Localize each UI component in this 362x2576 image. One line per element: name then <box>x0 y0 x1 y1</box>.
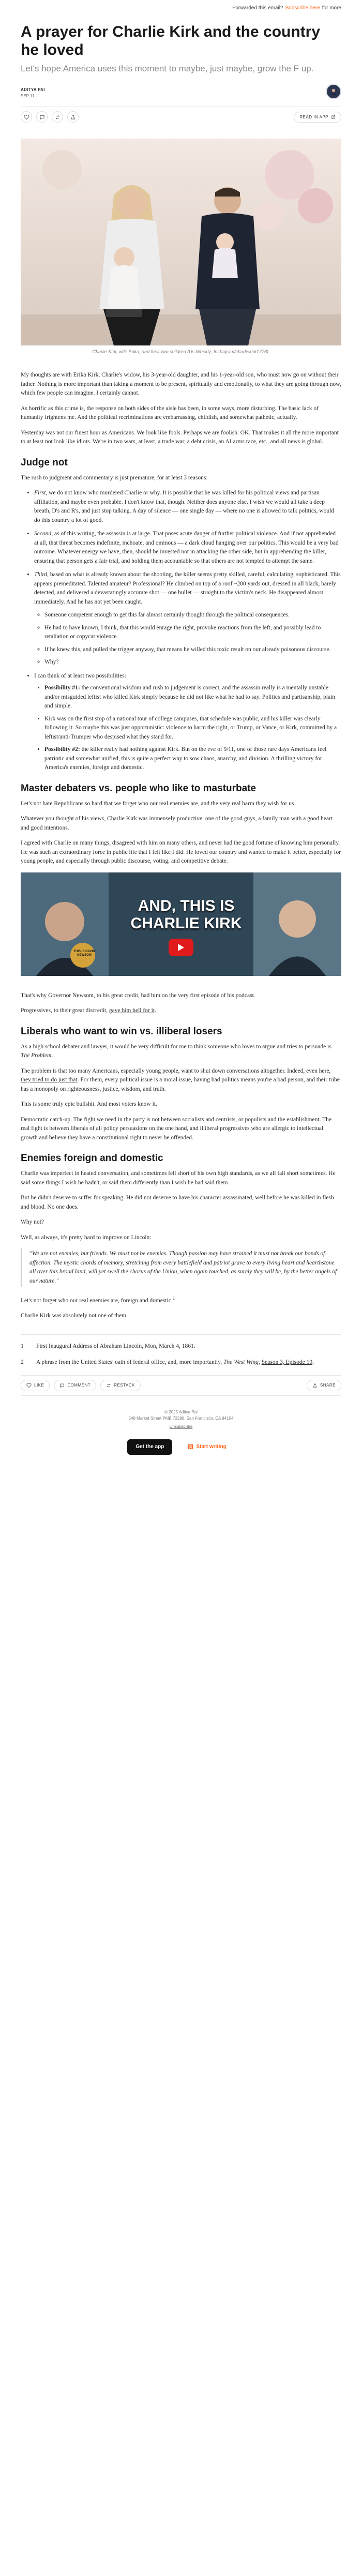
heart-icon <box>26 1383 32 1388</box>
intro-paragraph-2: As horrific as this crime is, the response on both sides of the aisle has been, in some ways, more disturbing. The basic lack of humanity frightens me. And the political recriminations are embarrassing, childish, and somewhat pathetic, actually. <box>21 405 319 420</box>
l1-pre: As a high school debater and lawyer, it would be very difficult for me to think someone who loves to argue and tries to persuade is <box>21 1043 331 1050</box>
list-item: ◦ He had to have known, I think, that this would enrage the right, provoke reactions from the left, and possibly lead to retaliation or copycat violence. <box>44 624 341 642</box>
possibilities-intro: I can think of at least two possibilities: <box>34 672 126 679</box>
enemies-paragraph-6: Charlie Kirk was absolutely not one of them. <box>21 1313 128 1319</box>
list-item <box>34 570 341 667</box>
start-writing-label: Start writing <box>196 1443 227 1450</box>
action-bar <box>21 107 341 127</box>
start-writing-button[interactable] <box>179 1439 234 1455</box>
fn2-em: The West Wing <box>223 1359 259 1365</box>
read-in-app-button[interactable] <box>294 112 341 123</box>
footnote-text: First Inaugural Address of Abraham Lincoln, Mon, March 4, 1861. <box>36 1343 195 1349</box>
they-tried-link[interactable]: they tried to do just that <box>21 1077 78 1083</box>
gave-him-hell-link[interactable]: gave him hell for it <box>109 1007 155 1014</box>
comment-label: COMMENT <box>67 1383 91 1388</box>
reasons-list <box>21 489 341 773</box>
family-photo-illustration <box>21 139 341 345</box>
author-meta <box>21 87 45 99</box>
e5-text: Let's not forget who our real enemies are, foreign and domestic. <box>21 1297 173 1304</box>
reason-text: , we do not know who murdered Charlie or why. It is possible that he was killed for his political views and partisan affiliation, and maybe even probable. I don't know that, though. Neither does anyone else. I wish we would all take a deep breath, D's and R's, and just stop talking. A day of silence — one single day — where no one is allowed to talk politics, would do this country a lot of good. <box>34 490 335 523</box>
judge-intro: The rush to judgment and commentary is just premature, for at least 3 reasons: <box>21 474 208 481</box>
possibility-label: Possibility #1: <box>44 685 80 691</box>
reason-label: Second <box>34 531 52 537</box>
liberals-paragraph-1 <box>21 1043 341 1061</box>
restack-pill-button[interactable] <box>100 1380 141 1391</box>
forward-suffix: for more <box>322 5 341 11</box>
get-app-button[interactable]: Get the app <box>127 1439 172 1455</box>
comment-icon <box>59 1383 65 1388</box>
l2-pre: The problem is that too many Americans, especially young people, want to shut down conversations altogether. Indeed, even here, <box>21 1067 331 1074</box>
post-title[interactable]: A prayer for Charlie Kirk and the country he loved <box>21 23 321 58</box>
footnote-text: A phrase from the United States' oath of federal office, and, more importantly, The West Wing, Season 3, Episode 19. <box>36 1359 314 1365</box>
debaters-paragraph-1: Let's not hate Republicans so hard that we forget who our real enemies are, and the very real harm they wish for us. <box>21 800 296 807</box>
section-heading-liberals: Liberals who want to win vs. illiberal losers <box>21 1026 222 1037</box>
author-row <box>21 84 341 99</box>
list-item: ▪ Kirk was on the first stop of a national tour of college campuses, that schedule was public, and his killer was clearly following it. So maybe this was just opportunistic: violence to harm the right, or Trump, or Vance, or Kirk, committed by a leftist/anti-Trumper who despised what they stand for. <box>44 715 341 742</box>
comment-pill-button[interactable] <box>54 1380 96 1391</box>
list-item: ◦ Someone competent enough to get this far almost certainly thought through the political consequences. <box>44 611 341 620</box>
author-name[interactable]: ADITYA PAI <box>21 87 45 92</box>
enemies-paragraph-4: Well, as always, it's pretty hard to improve on Lincoln: <box>21 1234 152 1241</box>
possibility-text: the killer really had nothing against Kirk. But on the eve of 9/11, one of those rare days Americans feel patriotic and somewhat unified, this is quite a perfect way to sow chaos, anarchy, and division. A thrilling victory for America's enemies, foreign and domestic. <box>44 746 327 771</box>
liberals-paragraph-4: Democratic catch-up. The fight we need in the party is not between socialists and centrists, or populists and the establishment. The real fight is between liberals of all policy persuasions on the one hand, and illiberal progressives who are allergic to intellectual growth and believe they have a constitutional right to never be offended. <box>21 1116 331 1141</box>
hero-image[interactable] <box>21 139 341 345</box>
footer-links <box>21 1424 341 1430</box>
post-date: SEP 11 <box>21 94 35 98</box>
bottom-actions <box>21 1380 141 1391</box>
section-heading-master-debaters: Master debaters vs. people who like to masturbate <box>21 782 257 794</box>
intro-paragraph-1: My thoughts are with Erika Kirk, Charlie's widow, his 3-year-old daughter, and his 1-year-old son, who must now go on without their father. Nothing is more important than taking a moment to be present, spiritually and emotionally, to what they are going through now, which few people can imagine. I certainly cannot. <box>21 372 341 396</box>
video-embed[interactable] <box>21 872 341 976</box>
forward-bar <box>0 0 362 16</box>
enemies-paragraph-1: Charlie was imperfect in heated conversation, and sometimes fell short of his own high standards, as we all fall short sometimes. He said some things I wish he hadn't, or said them differently than I wish he had said them. <box>21 1170 336 1186</box>
play-button[interactable] <box>169 939 193 956</box>
restack-icon <box>106 1383 111 1388</box>
list-item: ◦ If he knew this, and pulled the trigger anyway, that means he willed this toxic result on our already poisonous discourse. <box>44 645 341 655</box>
post-actions <box>21 111 79 123</box>
comment-button[interactable] <box>36 111 48 123</box>
l2-post: . For them, every political issue is a moral issue, having bad politics means you're a bad person, and their tribe has a monopoly on righteousness, justice, wisdom, and truth. <box>21 1077 340 1092</box>
list-item <box>44 745 341 773</box>
footnotes <box>21 1334 341 1367</box>
debaters-paragraph-3: I agreed with Charlie on many things, disagreed with him on many others, and never had the good fortune of knowing him personally. He was such an extraordinary force in public life that I felt like I did. He loved our country and wanted to make it better, especially for young people, and especially through public discourse, voting, and competitive debate. <box>21 840 341 864</box>
footnote <box>21 1342 341 1351</box>
share-icon <box>312 1383 318 1388</box>
section-heading-enemies: Enemies foreign and domestic <box>21 1153 163 1164</box>
external-link-icon <box>331 115 336 119</box>
list-item <box>34 489 341 525</box>
share-pill-button[interactable] <box>307 1380 341 1391</box>
debaters-paragraph-2: Whatever you thought of his views, Charlie Kirk was immensely productive: one of the good guys, a family man with a good heart and good intentions. <box>21 816 333 831</box>
share-icon <box>70 114 76 120</box>
video-badge: THIS IS GAVIN NEWSOM <box>73 950 95 957</box>
footer-copyright: © 2025 Aditya Pai <box>164 1409 198 1414</box>
lincoln-quote: "We are not enemies, but friends. We must not be enemies. Though passion may have strained it must not break our bonds of affection. The mystic chords of memory, stretching from every battlefield and patriot grave to every living heart and hearthstone all over this broad land, will yet swell the chorus of the Union, when again touched, as surely they will be, by the better angels of our nature." <box>21 1248 341 1287</box>
like-button[interactable] <box>21 111 32 123</box>
heart-icon <box>24 114 29 120</box>
enemies-paragraph-2: But he didn't deserve to suffer for speaking. He did not deserve to have his character assassinated, well before he was killed in flesh and blood. No one does. <box>21 1195 334 1210</box>
footnote <box>21 1358 341 1367</box>
subscribe-link[interactable]: Subscribe here <box>285 5 320 11</box>
liberals-paragraph-2 <box>21 1067 341 1094</box>
list-item <box>34 530 341 566</box>
like-pill-button[interactable] <box>21 1380 50 1391</box>
restack-label: RESTACK <box>114 1383 135 1388</box>
liberals-paragraph-3: This is some truly epic bullshit. And most voters know it. <box>21 1101 157 1107</box>
possibilities-list <box>34 684 341 773</box>
comment-icon <box>39 114 45 120</box>
list-item <box>34 672 341 773</box>
avatar-figure-icon <box>329 87 338 96</box>
read-in-app-label: READ IN APP <box>299 114 328 119</box>
list-item: ◦ Why? <box>44 658 341 667</box>
bottom-action-bar <box>21 1375 341 1396</box>
possibility-label: Possibility #2: <box>44 746 80 752</box>
unsubscribe-link[interactable]: Unsubscribe <box>169 1424 193 1429</box>
l1-em: The Problem <box>21 1052 52 1059</box>
footnote-ref[interactable]: 2 <box>172 1296 175 1301</box>
p5-post: . <box>155 1007 156 1014</box>
footnote-number[interactable]: 2 <box>21 1359 24 1365</box>
reason-label: First <box>34 490 46 496</box>
l1-post: . <box>51 1052 53 1059</box>
video-title: AND, THIS IS CHARLIE KIRK <box>130 897 242 932</box>
fn2-post: . <box>312 1359 314 1365</box>
enemies-paragraph-3: Why not? <box>21 1219 44 1225</box>
reason-text: , based on what is already known about the shooting, the killer seems pretty skilled, careful, calculating, sophisticated. This appears premeditated. Talented amateur? Professional? He climbed on top of a roof ~200 yards out, dressed in all black, barely detected, and delivered a devastatingly accurate shot — one bullet — straight to the victim's neck. He disappeared almost immediately. And he has not yet been caught. <box>34 571 341 605</box>
enemies-paragraph-5 <box>21 1294 341 1305</box>
play-icon <box>177 943 185 952</box>
restack-button[interactable] <box>52 111 63 123</box>
list-item <box>44 684 341 711</box>
sub-list <box>34 611 341 667</box>
like-label: LIKE <box>34 1383 44 1388</box>
footer-buttons <box>21 1439 341 1455</box>
debaters-paragraph-5 <box>21 1006 341 1016</box>
share-label: SHARE <box>320 1383 336 1388</box>
post-subtitle: Let's hope America uses this moment to maybe, just maybe, grow the F up. <box>21 64 314 73</box>
restack-icon <box>55 114 61 120</box>
author-avatar[interactable] <box>326 84 341 99</box>
section-heading-judge-not: Judge not <box>21 457 68 468</box>
reason-label: Third <box>34 571 48 578</box>
footnote-number[interactable]: 1 <box>21 1343 24 1349</box>
post-container <box>21 23 341 1455</box>
debaters-paragraph-4: That's why Governor Newsom, to his great credit, had him on the very first episode of his podcast. <box>21 992 255 999</box>
reason-text: , as of this writing, the assassin is at large. That poses acute danger of further political violence. And if not apprehended at all, that threat becomes indefinite, inchoate, and ominous — a dark cloud hanging over our politics. This would be a very bad outcome. Whatever energy we have, then, should be invested not in attacking the other side, but in apprehending the killer, ensuring that person gets a fair trial, and holding them accountable so that others are not tempted to attempt the same. <box>34 531 339 564</box>
hero-caption: Charlie Kirk, wife Erika, and their two children (Us Weekly; Instagram/charliekirk1776). <box>92 349 270 354</box>
west-wing-link[interactable]: Season 3, Episode 19 <box>261 1359 313 1365</box>
intro-paragraph-3: Yesterday was not our finest hour as Americans. We look like fools. Perhaps we are foolish. OK. That makes it all the more important to at least not look like idiots. We're in two wars, at least, a trade war, a debt crisis, an AI arms race, etc., and all news is global. <box>21 429 339 445</box>
fn2-pre: A phrase from the United States' oath of federal office, and, more importantly, <box>36 1359 223 1365</box>
footer-address: 548 Market Street PMB 72296, San Francisco, CA 94104 <box>128 1415 234 1421</box>
substack-logo-icon <box>188 1444 193 1450</box>
p5-pre: Progressives, to their great discredit, <box>21 1007 109 1014</box>
share-button[interactable] <box>67 111 79 123</box>
possibility-text: the conventional wisdom and rush to judgement is correct, and the assassin really is a mentally unstable and/or misguided leftist who killed Kirk simply because he did not like what he had to say. Politics and partisanship, plain and simple. <box>44 685 336 709</box>
footer <box>21 1409 341 1455</box>
forward-text: Forwarded this email? <box>232 5 283 11</box>
